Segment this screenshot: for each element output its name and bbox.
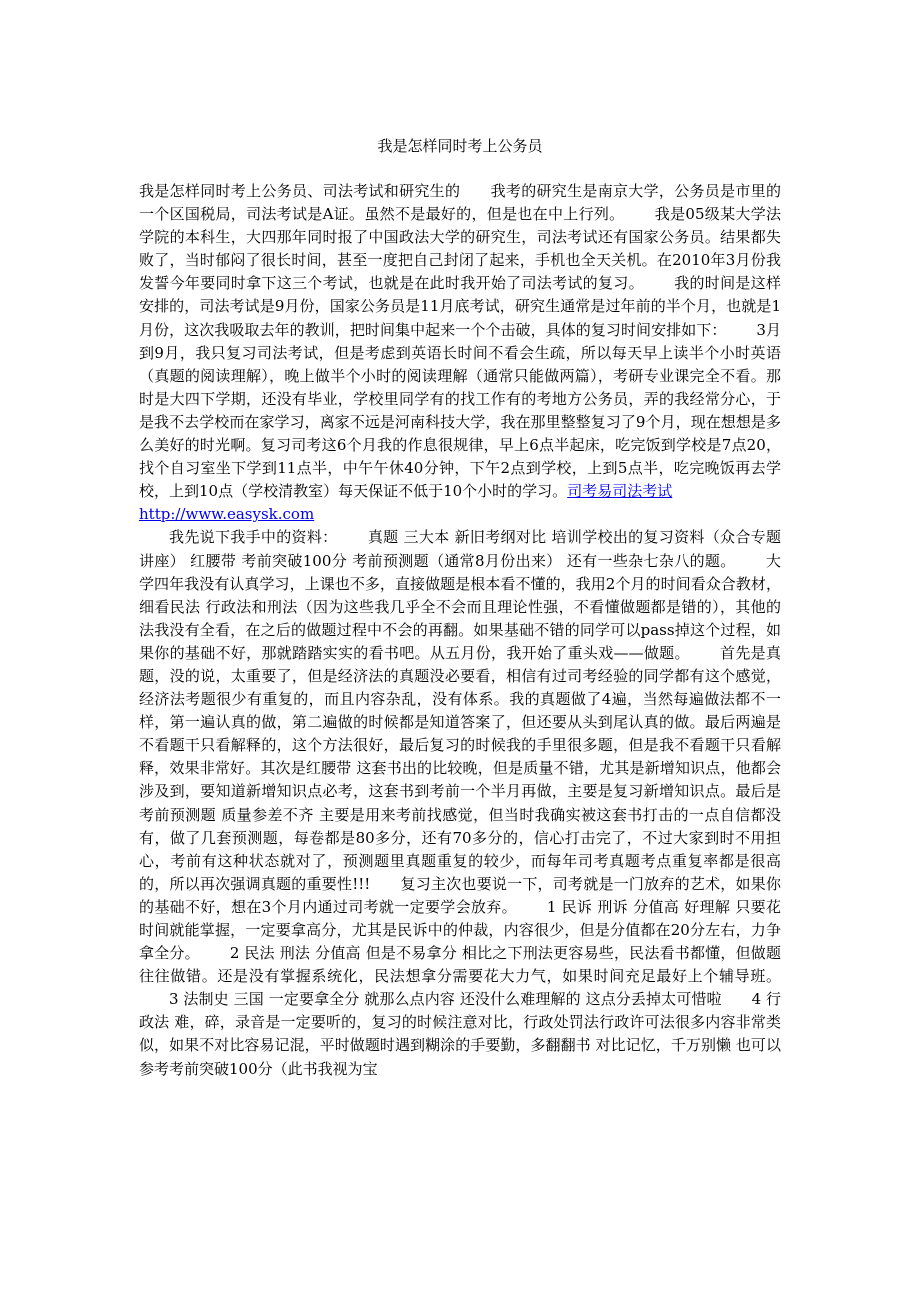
text-segment: 3 法制史 三国 一定要拿全分 就那么点内容 还没什么难理解的 这点分丢掉太可惜啦 [169, 990, 722, 1009]
text-segment: 我是05级某大学法学院的本科生，大四那年同时报了中国政法大学的研究生，司法考试还有国家公务员。结果都失败了，当时郁闷了很长时间，甚至一度把自己封闭了起来，手机也全天关机。在2010年3月份我发誓今年要同时拿下这三个考试，也就是在此时我开始了司法考试的复习。 [139, 205, 782, 293]
text-segment: 首先是真题，没的说，太重要了，但是经济法的真题没必要看，相信有过司考经验的同学都有这个感觉，经济法考题很少有重复的，而且内容杂乱，没有体系。我的真题做了4遍，当然每遍做法都不一样，第一遍认真的做，第二遍做的时候都是知道答案了，但还要从头到尾认真的做。最后两遍是不看题干只看解释的，这个方法很好，最后复习的时候我的手里很多题，但是我不看题干只看解释，效果非常好。其次是红腰带 这套书出的比较晚，但是质量不错，尤其是新增知识点，他都会涉及到，要知道新增知识点必考，这套书到考前一个半月再做，主要是复习新增知识点。最后是考前预测题 质量参差不齐 主要是用来考前找感觉，但当时我确实被这套书打击的一点自信都没有，做了几套预测题，每卷都是80多分，还有70多分的，信心打击完了，不过大家到时不用担心，考前有这种状态就对了，预测题里真题重复的较少，而每年司考真题考点重复率都是很高的，所以再次强调真题的重要性!!! [139, 643, 781, 893]
easysk-link[interactable]: 司考易司法考试 [567, 482, 673, 501]
article-body [139, 180, 781, 1081]
text-segment: 我是怎样同时考上公务员、司法考试和研究生的 [139, 182, 461, 200]
text-segment: 我的时间是这样安排的，司法考试是9月份，国家公务员是11月底考试，研究生通常是过年前的半个月，也就是1月份，这次我吸取去年的教训，把时间集中起来一个个击破，具体的复习时间安排如下： [139, 274, 781, 339]
text-segment: 2 民法 刑法 分值高 但是不易拿分 相比之下刑法更容易些，民法看书都懂，但做题往往做错。还是没有掌握系统化，民法想拿分需要花大力气，如果时间充足最好上个辅导班。 [139, 944, 781, 986]
paragraph-2 [139, 526, 781, 1080]
easysk-url-link[interactable]: http://www.easysk.com [139, 505, 315, 524]
text-segment: 我考的研究生是南京大学，公务员是市里的一个区国税局，司法考试是A证。虽然不是最好的，但是也在中上行列。 [139, 182, 781, 224]
text-segment: 3月到9月，我只复习司法考试，但是考虑到英语长时间不看会生疏，所以每天早上读半个小时英语（真题的阅读理解），晚上做半个小时的阅读理解（通常只能做两篇），考研专业课完全不看。那时是大四下学期，还没有毕业，学校里同学有的找工作有的考地方公务员，弄的我经常分心，于是我不去学校而在家学习，离家不远是河南科技大学，我在那里整整复习了9个月，现在想想是多么美好的时光啊。复习司考这6个月我的作息很规律，早上6点半起床，吃完饭到学校是7点20，找个自习室坐下学到11点半，中午午休40分钟，下午2点到学校，上到5点半，吃完晚饭再去学校，上到10点（学校清教室）每天保证不低于10个小时的学习。 [139, 320, 781, 501]
text-segment: 复习主次也要说一下，司考就是一门放弃的艺术，如果你的基础不好，想在3个月内通过司考就一定要学会放弃。 [139, 874, 781, 916]
text-segment: 4 行政法 难，碎，录音是一定要听的，复习的时候注意对比，行政处罚法行政许可法很多内容非常类似，如果不对比容易记混，平时做题时遇到糊涂的手要勤，多翻翻书 对比记忆，千万别懒 也可以参考考前突破100分（此书我视为宝 [139, 990, 782, 1078]
paragraph-1 [139, 180, 781, 526]
text-segment: 我先说下我手中的资料： [169, 528, 338, 547]
page-title: 我是怎样同时考上公务员 [377, 137, 543, 155]
text-segment: 真题 三大本 新旧考纲对比 培训学校出的复习资料（众合专题讲座） 红腰带 考前突破100分 考前预测题（通常8月份出来） 还有一些杂七杂八的题。 [139, 528, 781, 570]
text-segment: 大学四年我没有认真学习，上课也不多，直接做题是根本看不懂的，我用2个月的时间看众合教材，细看民法 行政法和刑法（因为这些我几乎全不会而且理论性强，不看懂做题都是错的），其他的法我没有全看，在之后的做题过程中不会的再翻。如果基础不错的同学可以pass掉这个过程，如果你的基础不好，那就踏踏实实的看书吧。从五月份，我开始了重头戏——做题。 [139, 551, 781, 662]
text-segment: 1 民诉 刑诉 分值高 好理解 只要花时间就能掌握，一定要拿高分，尤其是民诉中的仲裁，内容很少，但是分值都在20分左右，力争拿全分。 [139, 897, 781, 963]
